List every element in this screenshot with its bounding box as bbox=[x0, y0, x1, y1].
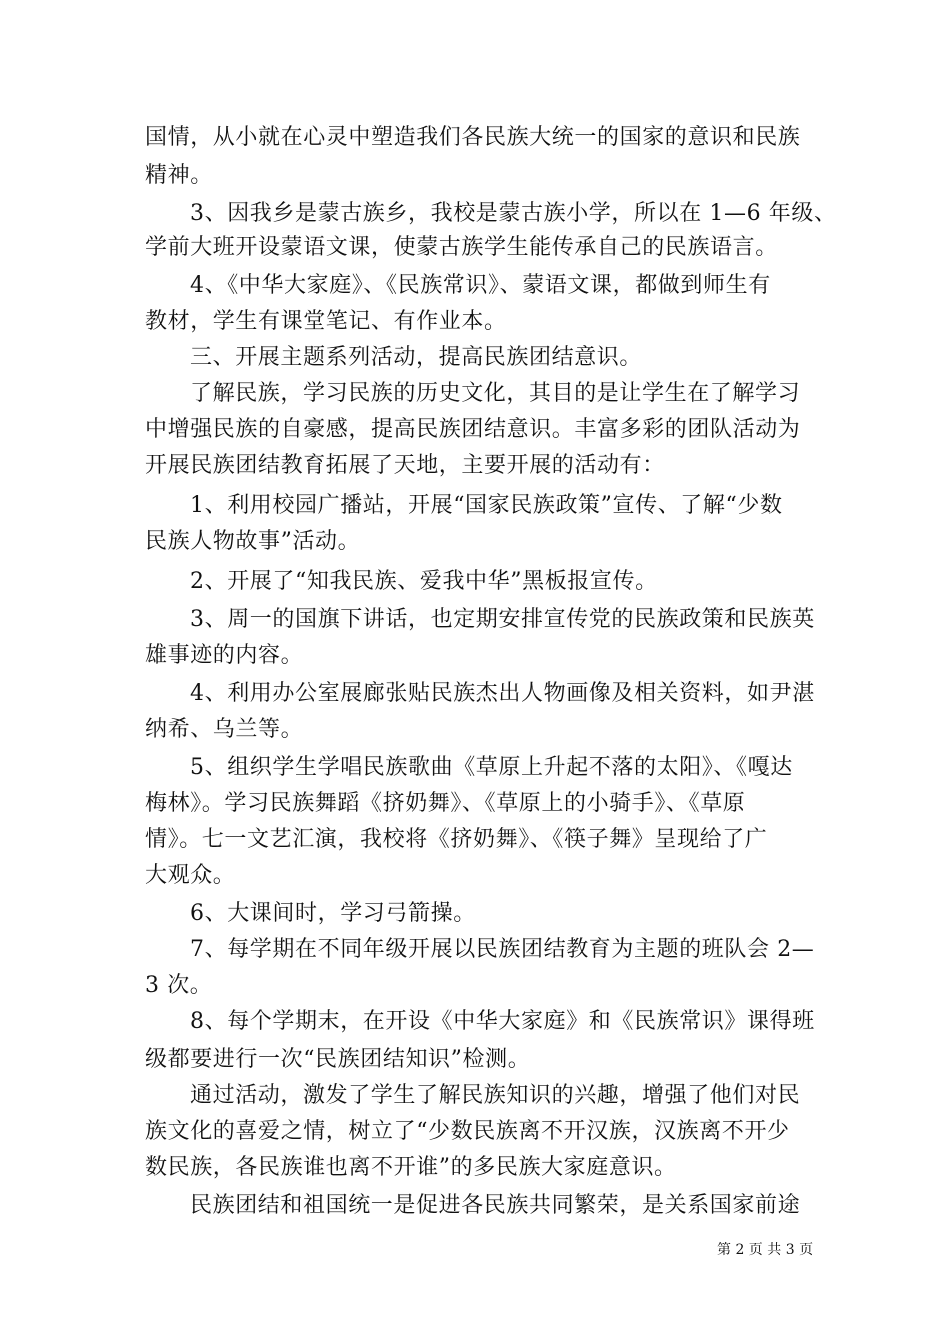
text-line: 4、《中华大家庭》、《民族常识》、蒙语文课，都做到师生有 bbox=[190, 273, 771, 298]
text-line: 民族人物故事”活动。 bbox=[145, 529, 361, 554]
text-line: 教材，学生有课堂笔记、有作业本。 bbox=[145, 309, 507, 334]
text-line: 3、因我乡是蒙古族乡，我校是蒙古族小学，所以在 1—6 年级、 bbox=[190, 201, 837, 226]
page-number: 第 2 页 共 3 页 bbox=[717, 1242, 814, 1258]
text-line: 民族团结和祖国统一是促进各民族共同繁荣，是关系国家前途 bbox=[190, 1193, 801, 1218]
text-line: 5、组织学生学唱民族歌曲《草原上升起不落的太阳》、《嘎达 bbox=[190, 755, 793, 780]
text-line: 了解民族，学习民族的历史文化，其目的是让学生在了解学习 bbox=[190, 381, 801, 406]
text-line: 国情，从小就在心灵中塑造我们各民族大统一的国家的意识和民族 bbox=[145, 125, 801, 150]
text-line: 精神。 bbox=[145, 163, 213, 188]
text-line: 情》。七一文艺汇演，我校将《挤奶舞》、《筷子舞》呈现给了广 bbox=[145, 827, 768, 852]
text-line: 三、开展主题系列活动，提高民族团结意识。 bbox=[190, 345, 643, 370]
text-line: 中增强民族的自豪感，提高民族团结意识。丰富多彩的团队活动为 bbox=[145, 417, 801, 442]
text-line: 级都要进行一次“民族团结知识”检测。 bbox=[145, 1047, 531, 1072]
text-line: 开展民族团结教育拓展了天地，主要开展的活动有： bbox=[145, 453, 665, 478]
text-line: 3 次。 bbox=[145, 973, 213, 998]
text-line: 8、每个学期末，在开设《中华大家庭》和《民族常识》课得班 bbox=[190, 1009, 815, 1034]
text-line: 3、周一的国旗下讲话，也定期安排宣传党的民族政策和民族英 bbox=[190, 607, 815, 632]
text-line: 纳希、乌兰等。 bbox=[145, 717, 304, 742]
text-line: 数民族，各民族谁也离不开谁”的多民族大家庭意识。 bbox=[145, 1155, 677, 1180]
text-line: 1、利用校园广播站，开展“国家民族政策”宣传、了解“少数 bbox=[190, 493, 783, 518]
text-line: 族文化的喜爱之情，树立了“少数民族离不开汉族，汉族离不开少 bbox=[145, 1119, 790, 1144]
text-line: 4、利用办公室展廊张贴民族杰出人物画像及相关资料，如尹湛 bbox=[190, 681, 815, 706]
text-line: 7、每学期在不同年级开展以民族团结教育为主题的班队会 2— bbox=[190, 937, 815, 962]
text-line: 大观众。 bbox=[145, 863, 236, 888]
text-line: 2、开展了“知我民族、爱我中华”黑板报宣传。 bbox=[190, 569, 658, 594]
text-line: 学前大班开设蒙语文课，使蒙古族学生能传承自己的民族语言。 bbox=[145, 235, 778, 260]
text-line: 6、大课间时，学习弓箭操。 bbox=[190, 901, 476, 926]
text-line: 通过活动，激发了学生了解民族知识的兴趣，增强了他们对民 bbox=[190, 1083, 801, 1108]
text-line: 梅林》。学习民族舞蹈《挤奶舞》、《草原上的小骑手》、《草原 bbox=[145, 791, 746, 816]
text-line: 雄事迹的内容。 bbox=[145, 643, 304, 668]
